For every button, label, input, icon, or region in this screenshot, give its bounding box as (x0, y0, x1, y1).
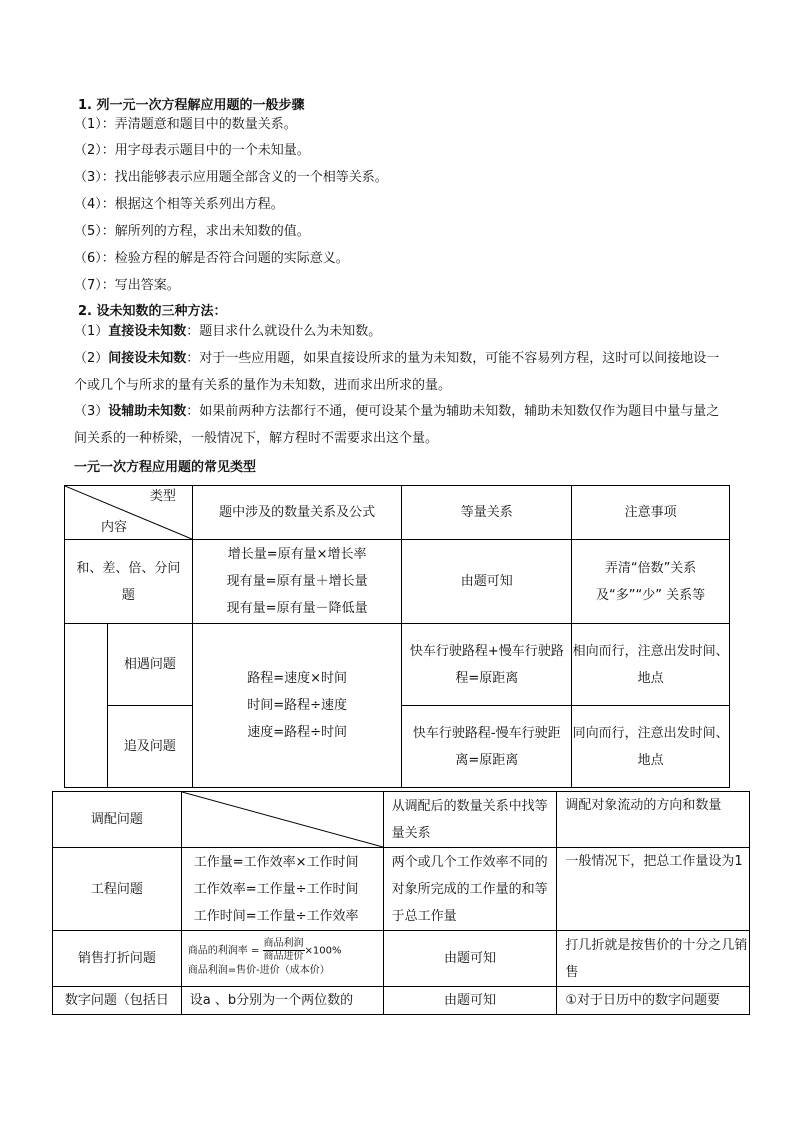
formula-line: 工作效率=工作量÷工作时间 (193, 881, 359, 897)
row-chase-note (572, 706, 730, 788)
row-engineering-name: 工程问题 (53, 848, 182, 931)
row-allocation-name: 调配问题 (53, 792, 182, 848)
note-line: 地点 (637, 752, 664, 768)
formula-line: 现有量=原有量－降低量 (226, 601, 368, 616)
fraction-numerator: 商品利润 (263, 938, 304, 949)
method-3-text: ：如果前两种方法都行不通，便可设某个量为辅助未知数，辅助未知数仅作为题目中量与量之间关系的一种桥梁，一般情况下，解方程时不需要求出这个量。 (74, 404, 720, 446)
row-engineering-relation: 两个或几个工作效率不同的对象所完成的工作量的和等于总工作量 (383, 848, 557, 931)
row-meeting-note (572, 624, 730, 706)
row-chase-name: 追及问题 (107, 706, 192, 788)
row-chase-relation: 快车行驶路程-慢车行驶距离=原距离 (402, 706, 572, 788)
row-allocation-diagonal (181, 792, 383, 848)
profit-formula: 商品利润=售价-进价（成本价） (187, 965, 330, 976)
row-meeting-relation: 快车行驶路程+慢车行驶路程=原距离 (402, 624, 572, 706)
profit-rate-formula (188, 938, 383, 963)
types-table-1 (64, 485, 730, 788)
header-formulas: 题中涉及的数量关系及公式 (192, 486, 402, 540)
section1-title: 1. 列一元一次方程解应用题的一般步骤 (78, 98, 305, 113)
fraction-denominator: 商品进价 (263, 951, 304, 962)
row-sales-relation: 由题可知 (383, 931, 557, 987)
method-1-prefix: （1） (74, 324, 109, 339)
note-line: 地点 (637, 670, 664, 686)
method-2-label: 间接设未知数 (108, 351, 187, 366)
row-digits-formula: 设a 、b分别为一个两位数的 (181, 987, 383, 1015)
note-line: 相向而行，注意出发时间、 (572, 643, 729, 659)
method-1 (74, 318, 730, 345)
row-sales-note: 打几折就是按售价的十分之几销售 (557, 931, 750, 987)
row-digits-note: ①对于日历中的数字问题要 (557, 987, 750, 1015)
step-7: （7）：写出答案。 (74, 278, 180, 293)
method-3 (74, 398, 730, 452)
header-type-label: 类型 (149, 489, 176, 504)
step-2: （2）：用字母表示题目中的一个未知量。 (74, 143, 310, 158)
types-table-2 (52, 791, 750, 1015)
header-diagonal-cell (65, 486, 193, 540)
step-3: （3）：找出能够表示应用题全部含义的一个相等关系。 (74, 170, 388, 185)
profit-rate-suffix: ×100% (304, 945, 342, 957)
method-2-text: ：对于一些应用题，如果直接设所求的量为未知数，可能不容易列方程，这时可以间接地设一个或几个与所求的量有关系的量作为未知数，进而求出所求的量。 (74, 351, 720, 393)
formula-line: 增长量=原有量×增长率 (227, 547, 367, 562)
header-content-label: 内容 (101, 520, 128, 535)
formula-line: 路程=速度×时间 (247, 671, 348, 686)
row-digits-relation: 由题可知 (383, 987, 557, 1015)
method-1-label: 直接设未知数 (108, 324, 187, 339)
method-3-label: 设辅助未知数 (108, 404, 187, 419)
formula-line: 现有量=原有量＋增长量 (226, 574, 368, 589)
row-digits-name: 数字问题（包括日 (53, 987, 182, 1015)
row-allocation-note: 调配对象流动的方向和数量 (557, 792, 750, 848)
note-line: 同向而行，注意出发时间、 (572, 725, 729, 741)
step-1: （1）：弄清题意和题目中的数量关系。 (74, 117, 297, 132)
formula-line: 速度=路程÷时间 (247, 725, 348, 740)
header-relation: 等量关系 (402, 486, 572, 540)
row-sales-formulas (181, 931, 383, 987)
row-sum-diff-formulas (192, 540, 402, 624)
header-notes: 注意事项 (572, 486, 730, 540)
table-title: 一元一次方程应用题的常见类型 (74, 460, 257, 475)
formula-line: 工作量=工作效率×工作时间 (193, 854, 359, 870)
diagonal-line (182, 792, 383, 847)
row-meeting-name: 相遇问题 (107, 624, 192, 706)
profit-rate-prefix: 商品的利润率 = (187, 945, 260, 957)
formula-line: 时间=路程÷速度 (247, 698, 348, 713)
row-sum-diff-name: 和、差、倍、分问题 (65, 540, 193, 624)
travel-formulas (192, 624, 402, 788)
row-engineering-note: 一般情况下，把总工作量设为1 (557, 848, 750, 931)
step-6: （6）：检验方程的解是否符合问题的实际意义。 (74, 251, 349, 266)
row-allocation-relation: 从调配后的数量关系中找等量关系 (383, 792, 557, 848)
section2-title: 2. 设未知数的三种方法： (78, 304, 227, 319)
step-5: （5）：解所列的方程，求出未知数的值。 (74, 224, 310, 239)
row-sum-diff-note: 弄清“倍数”关系及“多”“少” 关系等 (572, 540, 730, 624)
method-2 (74, 345, 730, 399)
row-sum-diff-relation: 由题可知 (402, 540, 572, 624)
method-2-prefix: （2） (74, 351, 109, 366)
method-3-prefix: （3） (74, 404, 109, 419)
row-engineering-formulas (181, 848, 383, 931)
method-1-text: ：题目求什么就设什么为未知数。 (186, 324, 382, 339)
row-sales-name: 销售打折问题 (53, 931, 182, 987)
formula-line: 工作时间=工作量÷工作效率 (193, 908, 359, 924)
travel-group-cell (65, 624, 108, 788)
step-4: （4）：根据这个相等关系列出方程。 (74, 197, 284, 212)
profit-rate-fraction (263, 938, 305, 963)
